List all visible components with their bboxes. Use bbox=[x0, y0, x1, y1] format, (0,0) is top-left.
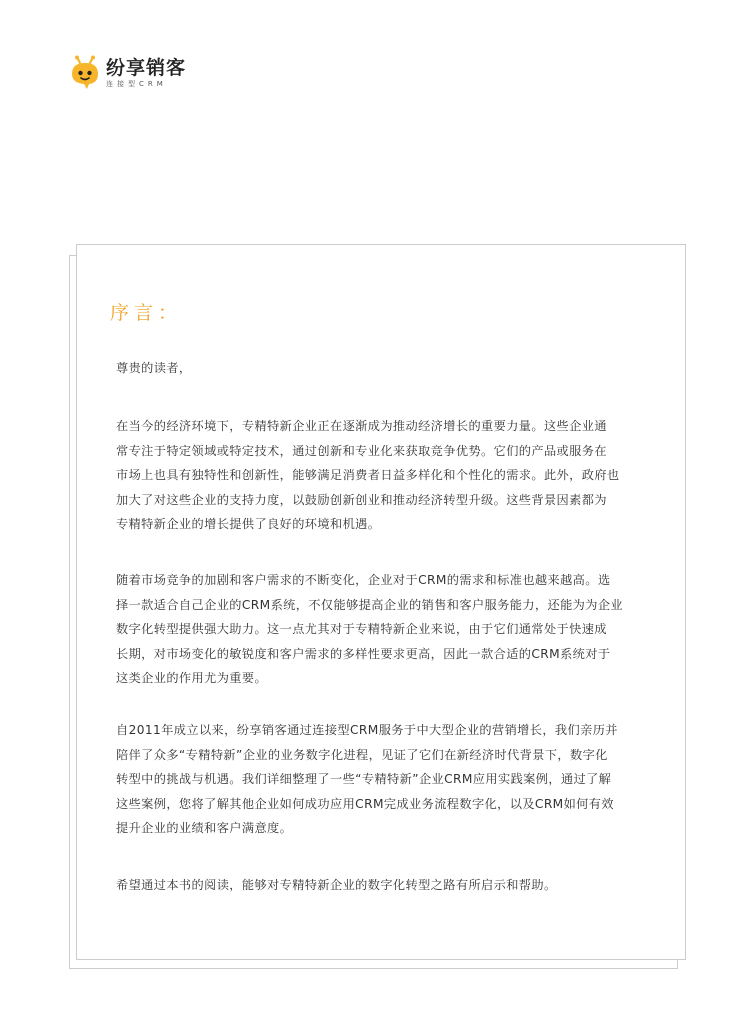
bee-mascot-icon bbox=[68, 55, 102, 91]
greeting: 尊贵的读者， bbox=[116, 361, 192, 375]
paragraph bbox=[116, 568, 646, 691]
text-line: 提升企业的业绩和客户满意度。 bbox=[116, 821, 293, 836]
paragraph bbox=[116, 718, 646, 841]
text-line: 陪伴了众多“专精特新”企业的业务数字化进程，见证了它们在新经济时代背景下，数字化 bbox=[116, 747, 608, 762]
text-line: 择一款适合自己企业的CRM系统，不仅能够提高企业的销售和客户服务能力，还能为为企业 bbox=[116, 597, 624, 612]
text-line: 数字化转型提供强大助力。这一点尤其对于专精特新企业来说，由于它们通常处于快速成 bbox=[116, 622, 607, 637]
text-line: 常专注于特定领域或特定技术，通过创新和专业化来获取竞争优势。它们的产品或服务在 bbox=[116, 443, 607, 458]
text-line: 加大了对这些企业的支持力度，以鼓励创新创业和推动经济转型升级。这些背景因素都为 bbox=[116, 492, 607, 507]
paragraph bbox=[116, 873, 646, 898]
text-line: 在当今的经济环境下，专精特新企业正在逐渐成为推动经济增长的重要力量。这些企业通 bbox=[116, 419, 607, 433]
brand-logo bbox=[68, 55, 186, 91]
brand-subtitle: 连接型CRM bbox=[106, 80, 167, 88]
preface-heading: 序言： bbox=[110, 302, 183, 324]
text-line: 随着市场竞争的加剧和客户需求的不断变化，企业对于CRM的需求和标准也越来越高。选 bbox=[116, 573, 611, 587]
text-line: 自2011年成立以来，纷享销客通过连接型CRM服务于中大型企业的营销增长，我们亲历并 bbox=[116, 723, 618, 737]
text-line: 这类企业的作用尤为重要。 bbox=[116, 671, 268, 686]
text-line: 希望通过本书的阅读，能够对专精特新企业的数字化转型之路有所启示和帮助。 bbox=[116, 878, 557, 892]
paragraph bbox=[116, 414, 646, 537]
text-line: 这些案例，您将了解其他企业如何成功应用CRM完成业务流程数字化，以及CRM如何有效 bbox=[116, 796, 614, 811]
text-line: 转型中的挑战与机遇。我们详细整理了一些“专精特新”企业CRM应用实践案例，通过了解 bbox=[116, 772, 612, 787]
text-line: 长期，对市场变化的敏锐度和客户需求的多样性要求更高，因此一款合适的CRM系统对于 bbox=[116, 646, 611, 661]
text-line: 专精特新企业的增长提供了良好的环境和机遇。 bbox=[116, 517, 381, 532]
text-line: 市场上也具有独特性和创新性，能够满足消费者日益多样化和个性化的需求。此外，政府也 bbox=[116, 468, 620, 483]
brand-name: 纷享销客 bbox=[106, 57, 187, 79]
